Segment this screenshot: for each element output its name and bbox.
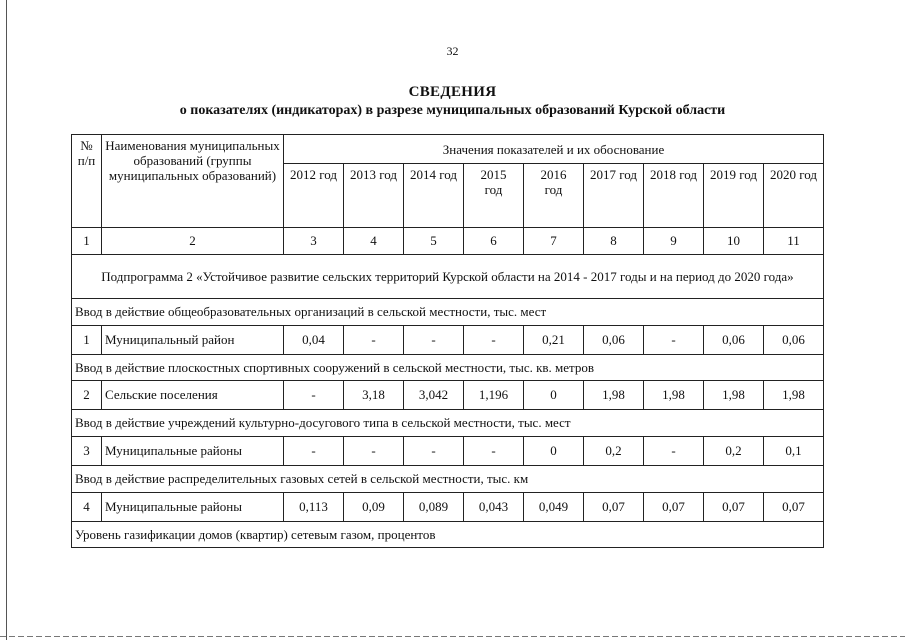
row-num: 1 bbox=[72, 326, 102, 355]
section-title: Ввод в действие учреждений культурно-досугового типа в сельской местности, тыс. мест bbox=[72, 410, 824, 437]
row-value: 0,2 bbox=[584, 437, 644, 466]
column-number: 6 bbox=[464, 228, 524, 255]
row-value: 0,049 bbox=[524, 493, 584, 522]
row-value: - bbox=[344, 437, 404, 466]
row-value: 0,06 bbox=[704, 326, 764, 355]
row-value: - bbox=[404, 326, 464, 355]
row-name: Сельские поселения bbox=[102, 381, 284, 410]
row-value: - bbox=[644, 326, 704, 355]
column-number: 4 bbox=[344, 228, 404, 255]
header-year: 2020 год bbox=[764, 164, 824, 228]
row-value: 0,089 bbox=[404, 493, 464, 522]
header-year: 2017 год bbox=[584, 164, 644, 228]
row-value: 0,09 bbox=[344, 493, 404, 522]
header-values-group: Значения показателей и их обоснование bbox=[284, 135, 824, 164]
page-bottom-rule bbox=[0, 636, 905, 637]
column-number: 5 bbox=[404, 228, 464, 255]
header-name: Наименования муниципальных образований (группы муниципальных образований) bbox=[102, 135, 284, 228]
column-number: 9 bbox=[644, 228, 704, 255]
row-value: 3,042 bbox=[404, 381, 464, 410]
row-value: - bbox=[464, 437, 524, 466]
row-value: 0,04 bbox=[284, 326, 344, 355]
table-row bbox=[72, 437, 824, 466]
row-num: 2 bbox=[72, 381, 102, 410]
header-year: 2014 год bbox=[404, 164, 464, 228]
row-value: 0,1 bbox=[764, 437, 824, 466]
column-number: 2 bbox=[102, 228, 284, 255]
row-value: - bbox=[284, 381, 344, 410]
header-year: 2013 год bbox=[344, 164, 404, 228]
page-number: 32 bbox=[446, 44, 459, 58]
row-value: 0 bbox=[524, 437, 584, 466]
table-row bbox=[72, 326, 824, 355]
row-name: Муниципальные районы bbox=[102, 493, 284, 522]
subprogram-title: Подпрограмма 2 «Устойчивое развитие сельских территорий Курской области на 2014 - 2017 годы и на период до 2020 года» bbox=[72, 255, 824, 299]
section-title: Уровень газификации домов (квартир) сетевым газом, процентов bbox=[72, 522, 824, 548]
document-subtitle: о показателях (индикаторах) в разрезе муниципальных образований Курской области bbox=[179, 103, 726, 118]
row-value: 1,98 bbox=[704, 381, 764, 410]
column-number-row bbox=[72, 228, 824, 255]
column-number: 3 bbox=[284, 228, 344, 255]
row-value: 0,07 bbox=[704, 493, 764, 522]
row-value: 1,196 bbox=[464, 381, 524, 410]
row-value: 0,043 bbox=[464, 493, 524, 522]
document-title: СВЕДЕНИЯ bbox=[408, 84, 497, 100]
table-row bbox=[72, 381, 824, 410]
row-num: 4 bbox=[72, 493, 102, 522]
section-title: Ввод в действие общеобразовательных организаций в сельской местности, тыс. мест bbox=[72, 299, 824, 326]
row-value: - bbox=[284, 437, 344, 466]
row-value: 0 bbox=[524, 381, 584, 410]
header-year: 2015 год bbox=[464, 164, 524, 228]
row-value: 0,21 bbox=[524, 326, 584, 355]
row-value: 1,98 bbox=[764, 381, 824, 410]
header-year: 2016 год bbox=[524, 164, 584, 228]
column-number: 8 bbox=[584, 228, 644, 255]
section-title: Ввод в действие распределительных газовых сетей в сельской местности, тыс. км bbox=[72, 466, 824, 493]
row-num: 3 bbox=[72, 437, 102, 466]
indicators-table bbox=[71, 134, 824, 548]
header-year: 2019 год bbox=[704, 164, 764, 228]
row-value: 0,06 bbox=[584, 326, 644, 355]
row-value: - bbox=[464, 326, 524, 355]
row-value: - bbox=[404, 437, 464, 466]
row-value: 0,07 bbox=[644, 493, 704, 522]
table-row bbox=[72, 493, 824, 522]
header-num: № п/п bbox=[72, 135, 102, 228]
row-value: - bbox=[344, 326, 404, 355]
column-number: 7 bbox=[524, 228, 584, 255]
row-value: - bbox=[644, 437, 704, 466]
column-number: 10 bbox=[704, 228, 764, 255]
row-value: 0,07 bbox=[584, 493, 644, 522]
row-value: 0,2 bbox=[704, 437, 764, 466]
row-value: 3,18 bbox=[344, 381, 404, 410]
column-number: 11 bbox=[764, 228, 824, 255]
row-value: 1,98 bbox=[584, 381, 644, 410]
section-title: Ввод в действие плоскостных спортивных сооружений в сельской местности, тыс. кв. метров bbox=[72, 355, 824, 381]
column-number: 1 bbox=[72, 228, 102, 255]
row-value: 0,07 bbox=[764, 493, 824, 522]
row-name: Муниципальные районы bbox=[102, 437, 284, 466]
row-name: Муниципальный район bbox=[102, 326, 284, 355]
row-value: 0,113 bbox=[284, 493, 344, 522]
header-year: 2018 год bbox=[644, 164, 704, 228]
row-value: 0,06 bbox=[764, 326, 824, 355]
row-value: 1,98 bbox=[644, 381, 704, 410]
header-year: 2012 год bbox=[284, 164, 344, 228]
